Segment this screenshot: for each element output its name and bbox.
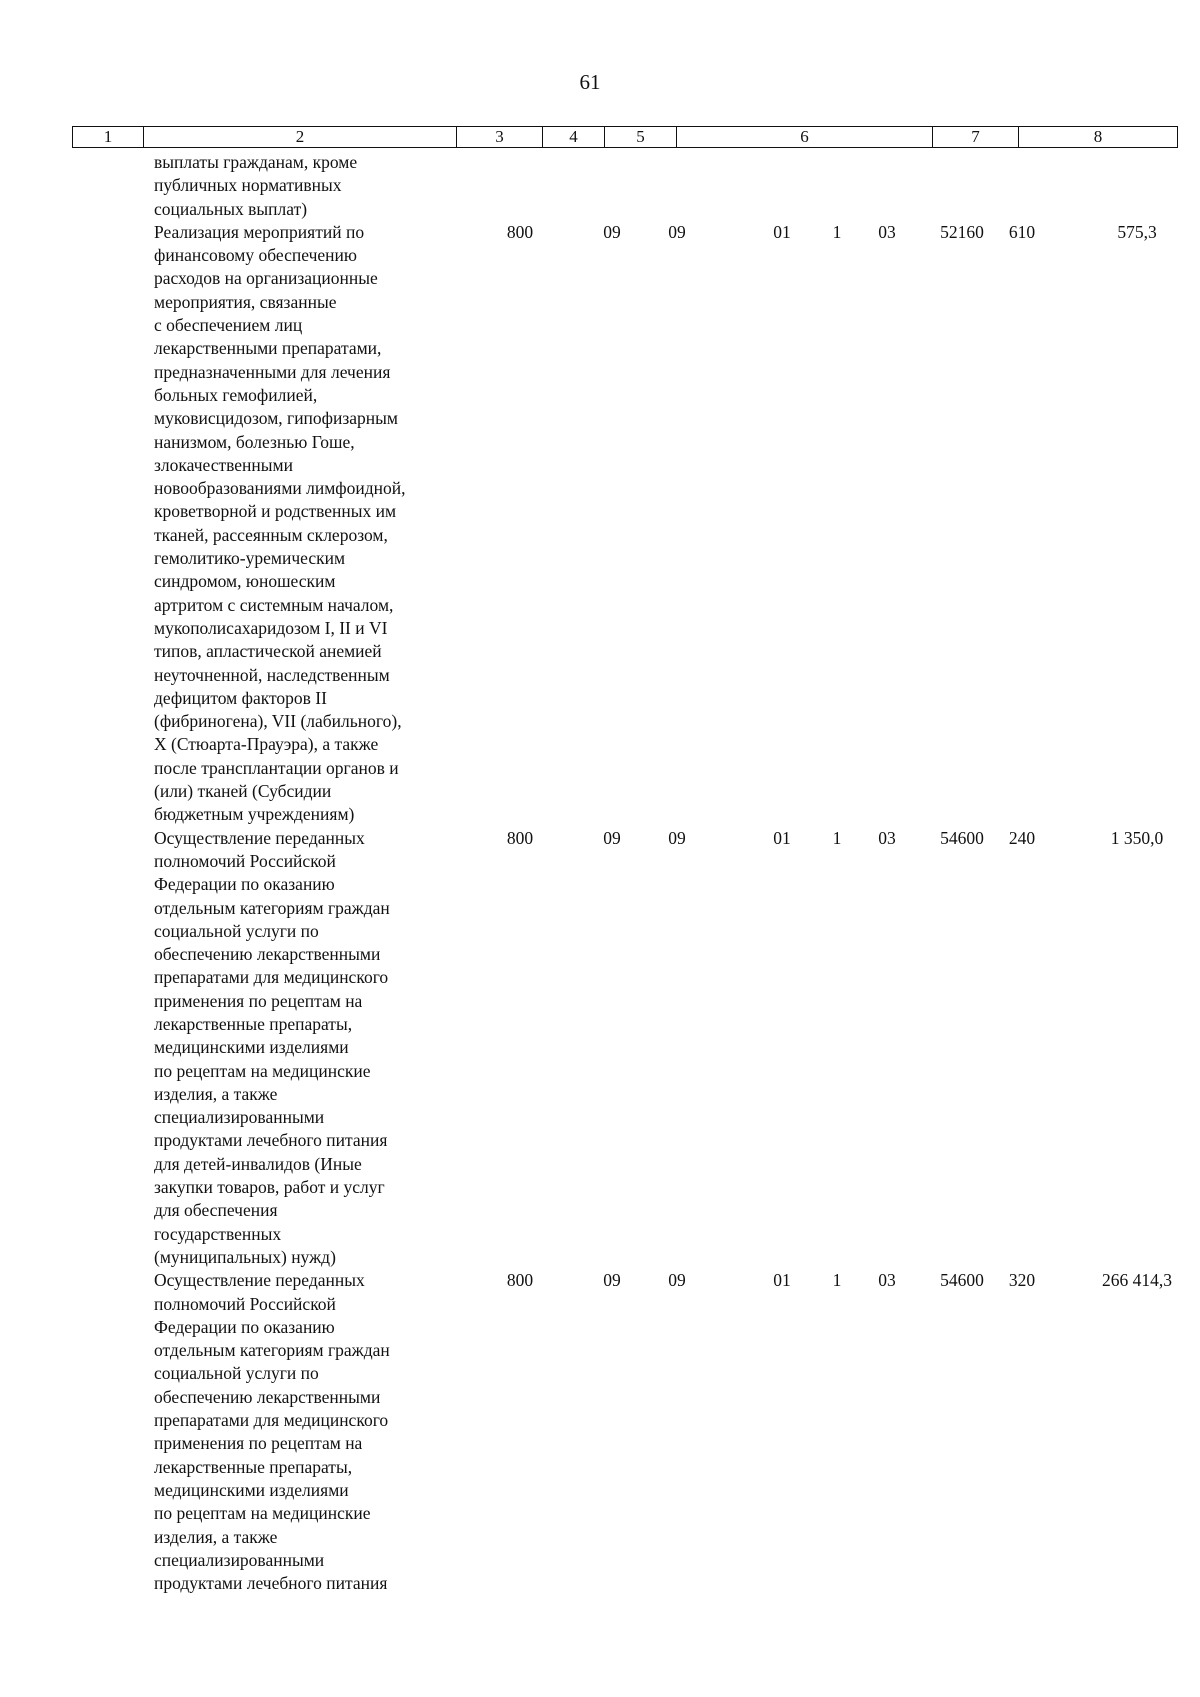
cell-amount: 1 350,0 — [1110, 827, 1164, 848]
cell-subsection: 09 — [668, 827, 686, 848]
row-description: выплаты гражданам, кроме публичных нормативных социальных выплат) — [154, 152, 358, 219]
cell-csr-type: 1 — [832, 1270, 842, 1291]
header-col-3: 3 — [457, 127, 543, 147]
cell-section: 09 — [603, 1270, 621, 1291]
table-body — [72, 151, 1178, 1595]
cell-grbs: 800 — [506, 827, 534, 848]
cell-csr-program: 01 — [773, 221, 791, 242]
table-row — [72, 221, 1178, 827]
table-header — [72, 126, 1178, 148]
row-description: Осуществление переданных полномочий Российской Федерации по оказанию отдельным категориям граждан социальной услуги по обеспечению лекарственными препаратами для медицинского применения по рецептам на лекарственные препараты, медицинскими изделиями по рецептам на медицинские изделия, а также специализированными продуктами лечебного питания — [154, 1270, 390, 1594]
cell-csr-type: 1 — [832, 827, 842, 848]
cell-section: 09 — [603, 827, 621, 848]
cell-grbs: 800 — [506, 1270, 534, 1291]
cell-csr-type: 1 — [832, 221, 842, 242]
cell-expense-type: 240 — [1008, 827, 1036, 848]
cell-csr-program: 01 — [773, 1270, 791, 1291]
cell-section: 09 — [603, 221, 621, 242]
cell-subsection: 09 — [668, 221, 686, 242]
header-col-6: 6 — [677, 127, 933, 147]
header-col-4: 4 — [543, 127, 605, 147]
table-row — [72, 827, 1178, 1270]
header-col-7: 7 — [933, 127, 1019, 147]
cell-csr-subprogram: 03 — [878, 221, 896, 242]
row-description: Осуществление переданных полномочий Российской Федерации по оказанию отдельным категориям граждан социальной услуги по обеспечению лекарственными препаратами для медицинского применения по рецептам на лекарственные препараты, медицинскими изделиями по рецептам на медицинские изделия, а также специализированными продуктами лечебного питания для детей-инвалидов (Иные закупки товаров, работ и услуг для обеспечения государственных (муниципальных) нужд) — [154, 827, 390, 1267]
header-col-2: 2 — [144, 127, 457, 147]
header-col-1: 1 — [73, 127, 144, 147]
cell-csr-direction: 54600 — [940, 827, 984, 848]
table-row — [72, 151, 1178, 221]
cell-csr-subprogram: 03 — [878, 1270, 896, 1291]
cell-amount: 266 414,3 — [1102, 1270, 1172, 1291]
cell-csr-direction: 54600 — [940, 1270, 984, 1291]
header-col-5: 5 — [605, 127, 677, 147]
cell-amount: 575,3 — [1117, 221, 1157, 242]
cell-csr-direction: 52160 — [940, 221, 984, 242]
cell-subsection: 09 — [668, 1270, 686, 1291]
cell-expense-type: 320 — [1008, 1270, 1036, 1291]
page-number: 61 — [579, 70, 601, 94]
header-col-8: 8 — [1093, 127, 1103, 146]
table-row — [72, 1269, 1178, 1595]
cell-expense-type: 610 — [1008, 221, 1036, 242]
cell-grbs: 800 — [506, 221, 534, 242]
cell-csr-subprogram: 03 — [878, 827, 896, 848]
row-description: Реализация мероприятий по финансовому обеспечению расходов на организационные мероприятия, связанные с обеспечением лиц лекарственными препаратами, предназначенными для лечения больных гемофилией, муковисцидозом, гипофизарным нанизмом, болезнью Гоше, злокачественными новообразованиями лимфоидной, кроветворной и родственных им тканей, рассеянным склерозом, гемолитико-уремическим синдромом, юношеским артритом с системным началом, мукополисахаридозом I, II и VI типов, апластической анемией неуточненной, наследственным дефицитом факторов II (фибриногена), VII (лабильного), X (Стюарта-Прауэра), а также после трансплантации органов и (или) тканей (Субсидии бюджетным учреждениям) — [154, 221, 406, 825]
cell-csr-program: 01 — [773, 827, 791, 848]
